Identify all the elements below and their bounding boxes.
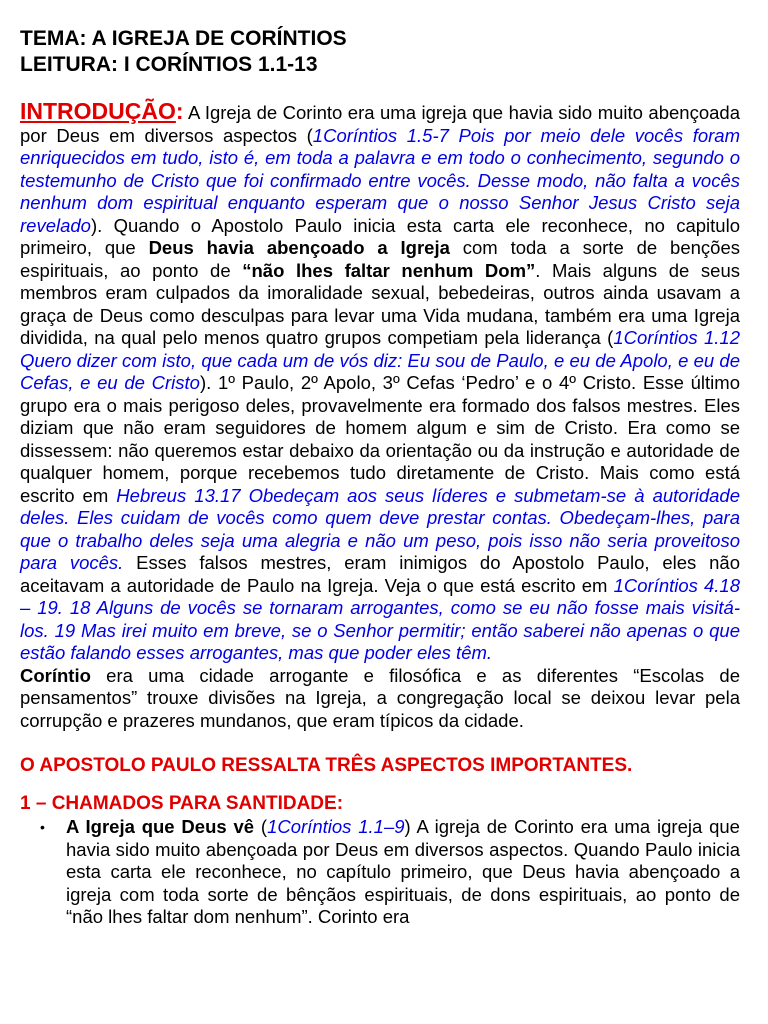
bold-nenhum-dom: “não lhes faltar nenhum Dom” — [242, 259, 536, 281]
intro-colon: : — [175, 98, 184, 124]
bullet-icon: • — [40, 819, 45, 835]
intro-text-5: ). 1º Paulo, 2º Apolo, 3º Cefas ‘Pedro’ e o 4º Cristo. Esse último grupo era o mais perigoso deles, provavelmente era formado dos falsos mestres. Eles diziam que não eram seguidores de homem algum e sim de Cristo. Era como se dissessem: não queremos estar debaixo da orientação ou da instrução e autoridade de qualquer homem, porque recebemos tudo diretamente de Cristo. Mais como está escrito em — [20, 372, 740, 506]
verse-1cor-1-1-9: 1Coríntios 1.1–9 — [267, 816, 405, 837]
list-item — [40, 816, 740, 929]
bullet-text-1: ( — [254, 816, 268, 837]
bullet-text-2: ) A igreja de Corinto era uma igreja que havia sido muito abençoada por Deus em diversos aspectos. Quando Paulo inicia esta carta ele reconhece, no capítulo primeiro, que Deus havia abençoado a igreja com toda sorte de bênçãos espirituais, de dons espirituais, ao ponto de “não lhes faltar dom nenhum”. Corinto era — [66, 816, 740, 927]
subheading-santidade: 1 – CHAMADOS PARA SANTIDADE: — [20, 793, 344, 814]
points-list — [20, 816, 740, 929]
verse-hebreus-13-17: Hebreus 13.17 Obedeçam aos seus líderes e submetam-se à autoridade deles. Eles cuidam de vocês como quem deve prestar contas. Obedeçam-lhes, para que o trabalho deles seja uma alegria e não um peso, pois isso não seria proveitoso para vocês. — [20, 484, 741, 573]
corintio-paragraph — [20, 665, 740, 733]
bold-corintio: Coríntio — [20, 664, 91, 686]
verse-1cor-1-5-7: 1Coríntios 1.5-7 Pois por meio dele vocês foram enriquecidos em tudo, isto é, em toda a palavra e em todo o conhecimento, segundo o testemunho de Cristo que foi confirmado entre vocês. Desse modo, não falta a vocês nenhum dom espiritual enquanto esperam que o nosso Senhor Jesus Cristo seja revelado — [20, 124, 740, 236]
intro-text-1: A Igreja de Corinto era uma igreja que havia sido muito abençoada por Deus em diversos aspectos ( — [20, 102, 740, 146]
verse-1cor-4-18-19: 1Coríntios 4.18 – 19. 18 Alguns de vocês se tornaram arrogantes, como se eu não fosse mais visitá-los. 19 Mas irei muito em breve, se o Senhor permitir; então saberei não apenas o que estão falando esses arrogantes, mas que poder eles têm. — [20, 574, 741, 663]
bold-deus-abencoado: Deus havia abençoado a Igreja — [148, 237, 450, 258]
bold-igreja-deus-ve: A Igreja que Deus vê — [66, 816, 255, 837]
theme-title: TEMA: A IGREJA DE CORÍNTIOS — [20, 27, 347, 50]
corintio-text: era uma cidade arrogante e filosófica e as diferentes “Escolas de pensamentos” trouxe divisões na Igreja, a congregação local se deixou levar pela corrupção e prazeres mundanos, que eram típicos da cidade. — [20, 664, 740, 731]
intro-text-3: com toda a sorte de benções espirituais, ao ponto de — [20, 237, 740, 281]
intro-text-6: Esses falsos mestres, eram inimigos do Apostolo Paulo, eles não aceitavam a autoridade de Paulo na Igreja. Veja o que está escrito em — [20, 552, 740, 596]
intro-text-4: . Mais alguns de seus membros eram culpados da imoralidade sexual, bebedeiras, outros ainda usavam a graça de Deus como desculpas para levar uma Vida mudana, também era uma Igreja dividida, na qual pelo menos quatro grupos competiam pela liderança ( — [20, 259, 740, 348]
reading-title: LEITURA: I CORÍNTIOS 1.1-13 — [20, 53, 318, 76]
verse-1cor-1-12: 1Coríntios 1.12 Quero dizer com isto, que cada um de vós diz: Eu sou de Paulo, e eu de Apolo, e eu de Cefas, e eu de Cristo — [20, 327, 741, 393]
intro-text-2: ). Quando o Apostolo Paulo inicia esta carta ele reconhece, no capitulo primeiro, que — [20, 214, 740, 258]
section-heading: O APOSTOLO PAULO RESSALTA TRÊS ASPECTOS IMPORTANTES. — [20, 755, 633, 776]
intro-paragraph — [20, 100, 740, 665]
intro-label: INTRODUÇÃO — [20, 98, 176, 124]
